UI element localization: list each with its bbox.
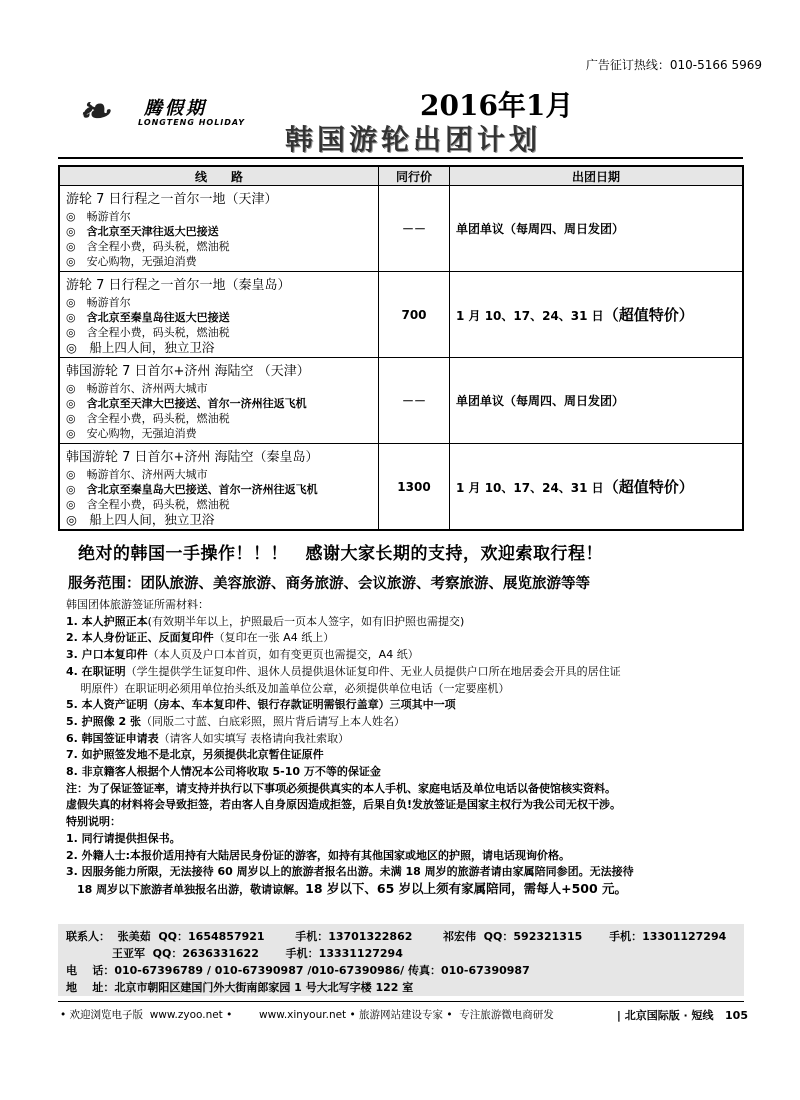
- logo-mark-icon: ❧: [78, 88, 110, 133]
- date-cell: [450, 444, 744, 531]
- col-route: 线 路: [59, 166, 379, 186]
- visa-item-label: 虚假失真的材料将会导致拒签，若由客人自身原因造成拒签，后果自负!发放签证是国家主权行为我公司无权干涉。: [66, 798, 622, 812]
- table-row: [59, 358, 743, 444]
- visa-item: [66, 630, 746, 647]
- visa-item: [66, 848, 746, 865]
- date-cell: [450, 186, 744, 272]
- visa-requirements: [66, 597, 746, 899]
- company-logo: [78, 88, 278, 138]
- footer-divider: [58, 1001, 744, 1002]
- visa-item-text: （学生提供学生证复印件、退休人员提供退休证复印件、无业人员提供户口所在地居委会开具的居住证: [125, 664, 621, 678]
- date-text: 1 月 10、17、24、31 日: [456, 309, 604, 323]
- visa-item-label: 注：为了保证签证率，请支持并执行以下事项必须提供真实的本人手机、家庭电话及单位电话以备使馆核实资料。: [66, 781, 616, 795]
- visa-item: [66, 664, 746, 681]
- visa-item-label: 8. 非京籍客人根据个人情况本公司将收取 5-10 万不等的保证金: [66, 765, 381, 779]
- route-feature: ◎ 含全程小费，码头税，燃油税: [66, 240, 230, 253]
- visa-item-label: 5. 护照像 2 张: [66, 714, 141, 728]
- contact-line: 王亚军 QQ：2636331622 手机：13331127294: [66, 947, 403, 960]
- route-feature: ◎ 畅游首尔、济州两大城市: [66, 468, 208, 481]
- route-cell: [59, 272, 379, 358]
- visa-item: [66, 647, 746, 664]
- visa-item-text: （请客人如实填写 表格请向我社索取）: [158, 731, 350, 745]
- visa-item: [66, 814, 746, 831]
- date-text: 1 月 10、17、24、31 日: [456, 481, 604, 495]
- visa-item-label: 3. 因服务能力所限，无法接待 60 周岁以上的旅游者报名出游。未满 18 周岁的旅游者请由家属陪同参团。无法接待: [66, 865, 634, 879]
- visa-item-label: 7. 如护照签发地不是北京，另须提供北京暂住证原件: [66, 748, 324, 762]
- price-cell: －－: [379, 358, 450, 444]
- logo-cn-text: 腾假期: [144, 98, 207, 119]
- service-scope: 服务范围：团队旅游、美容旅游、商务旅游、会议旅游、考察旅游、展览旅游等等: [68, 576, 590, 592]
- table-header-row: [59, 166, 743, 186]
- route-cell: [59, 358, 379, 444]
- visa-item: [66, 797, 746, 814]
- special-price-badge: （超值特价）: [603, 306, 694, 324]
- route-feature: ◎ 含全程小费，码头税，燃油税: [66, 498, 230, 511]
- route-cell: [59, 186, 379, 272]
- route-name: 游轮 7 日行程之一首尔一地（秦皇岛）: [66, 278, 291, 293]
- table-row: [59, 444, 743, 531]
- visa-item-text: 明原件）在职证明必须用单位抬头纸及加盖单位公章，必须提供单位电话（一定要座机）: [66, 681, 510, 695]
- page-subtitle: 韩国游轮出团计划: [285, 123, 542, 156]
- route-feature: ◎ 安心购物，无强迫消费: [66, 427, 197, 440]
- visa-list: [66, 614, 746, 899]
- page-title: 2016年1月: [420, 89, 574, 122]
- route-feature: ◎ 含北京至秦皇岛大巴接送、首尔一济州往返飞机: [66, 483, 318, 496]
- visa-item: [66, 731, 746, 748]
- visa-item-label: 5. 本人资产证明（房本、车本复印件、银行存款证明需银行盖章）三项其中一项: [66, 698, 456, 712]
- visa-item-text: （复印在一张 A4 纸上）: [213, 631, 335, 645]
- route-feature: ◎ 畅游首尔: [66, 210, 131, 223]
- visa-item: [66, 881, 746, 899]
- visa-item-label: 18 周岁以下旅游者单独报名出游，敬请谅解。: [66, 882, 306, 896]
- visa-item-label: 4. 在职证明: [66, 664, 126, 678]
- route-feature: ◎ 含北京至天津往返大巴接送: [66, 225, 219, 238]
- visa-item-label: 1. 本人护照正本: [66, 614, 148, 628]
- visa-item: [66, 747, 746, 764]
- visa-item: [66, 714, 746, 731]
- date-text: 单团单议（每周四、周日发团）: [456, 394, 625, 408]
- visa-item: [66, 681, 746, 698]
- col-date: 出团日期: [450, 166, 744, 186]
- visa-item: [66, 831, 746, 848]
- visa-item: [66, 764, 746, 781]
- logo-en-text: LONGTENG HOLIDAY: [138, 118, 245, 127]
- ad-hotline: 广告征订热线：010-5166 5969: [585, 58, 762, 72]
- contact-line: 联系人： 张美茹 QQ：1654857921 手机：13701322862 祁宏伟 QQ：592321315 手机：13301127294: [66, 930, 727, 943]
- phone-line: 电 话：010-67396789 / 010-67390987 /010-67390986/ 传真：010-67390987: [66, 964, 530, 977]
- visa-item-text: （同版二寸蓝、白底彩照，照片背后请写上本人姓名）: [140, 714, 405, 728]
- route-feature: ◎ 船上四人间，独立卫浴: [66, 512, 215, 527]
- price-cell: －－: [379, 186, 450, 272]
- price-cell: 1300: [379, 444, 450, 531]
- date-cell: [450, 272, 744, 358]
- visa-item-label: 3. 户口本复印件: [66, 648, 148, 662]
- route-name: 韩国游轮 7 日首尔+济州 海陆空（秦皇岛）: [66, 450, 319, 465]
- visa-item: [66, 614, 746, 631]
- col-price: 同行价: [379, 166, 450, 186]
- route-feature: ◎ 安心购物，无强迫消费: [66, 255, 197, 268]
- visa-item-label: 2. 本人身份证正、反面复印件: [66, 631, 214, 645]
- visa-item-label: 特别说明：: [66, 815, 121, 829]
- price-cell: 700: [379, 272, 450, 358]
- visa-item: [66, 697, 746, 714]
- visa-item-label: 6. 韩国签证申请表: [66, 731, 159, 745]
- route-feature: ◎ 含北京至天津大巴接送、首尔一济州往返飞机: [66, 397, 307, 410]
- route-feature: ◎ 含北京至秦皇岛往返大巴接送: [66, 311, 230, 324]
- slogan: 绝对的韩国一手操作！！！ 感谢大家长期的支持，欢迎索取行程！: [78, 544, 603, 564]
- route-feature: ◎ 畅游首尔: [66, 296, 131, 309]
- visa-item: [66, 781, 746, 798]
- visa-item-text: (有效期半年以上，护照最后一页本人签字，如有旧护照也需提交): [147, 614, 465, 628]
- visa-item-text: （本人页及户口本首页，如有变更页也需提交，A4 纸）: [147, 648, 419, 662]
- route-feature: ◎ 含全程小费，码头税，燃油税: [66, 326, 230, 339]
- date-cell: [450, 358, 744, 444]
- route-feature: ◎ 含全程小费，码头税，燃油税: [66, 412, 230, 425]
- special-price-badge: （超值特价）: [603, 478, 694, 496]
- table-row: [59, 272, 743, 358]
- route-name: 韩国游轮 7 日首尔+济州 海陆空 （天津）: [66, 364, 310, 379]
- contact-box: [58, 924, 744, 996]
- table-row: [59, 186, 743, 272]
- route-table: [58, 165, 744, 531]
- visa-item-text: 18 岁以下、65 岁以上须有家属陪同，需每人+500 元。: [305, 880, 628, 896]
- divider: [58, 157, 743, 159]
- route-name: 游轮 7 日行程之一首尔一地（天津）: [66, 192, 278, 207]
- route-feature: ◎ 船上四人间，独立卫浴: [66, 340, 215, 355]
- route-cell: [59, 444, 379, 531]
- footer-links: • 欢迎浏览电子版 www.zyoo.net • www.xinyour.net • 旅游网站建设专家 • 专注旅游微电商研发: [60, 1009, 554, 1021]
- visa-heading: 韩国团体旅游签证所需材料：: [66, 598, 209, 611]
- visa-item-label: 2. 外籍人士:本报价适用持有大陆居民身份证的游客，如持有其他国家或地区的护照，请电话现询价格。: [66, 848, 571, 862]
- visa-item-label: 1. 同行请提供担保书。: [66, 831, 181, 845]
- footer-page-info: | 北京国际版 · 短线 105: [616, 1009, 748, 1022]
- address-line: 地 址：北京市朝阳区建国门外大街南郎家园 1 号大北写字楼 122 室: [66, 981, 414, 994]
- route-feature: ◎ 畅游首尔、济州两大城市: [66, 382, 208, 395]
- visa-item: [66, 864, 746, 881]
- date-text: 单团单议（每周四、周日发团）: [456, 222, 625, 236]
